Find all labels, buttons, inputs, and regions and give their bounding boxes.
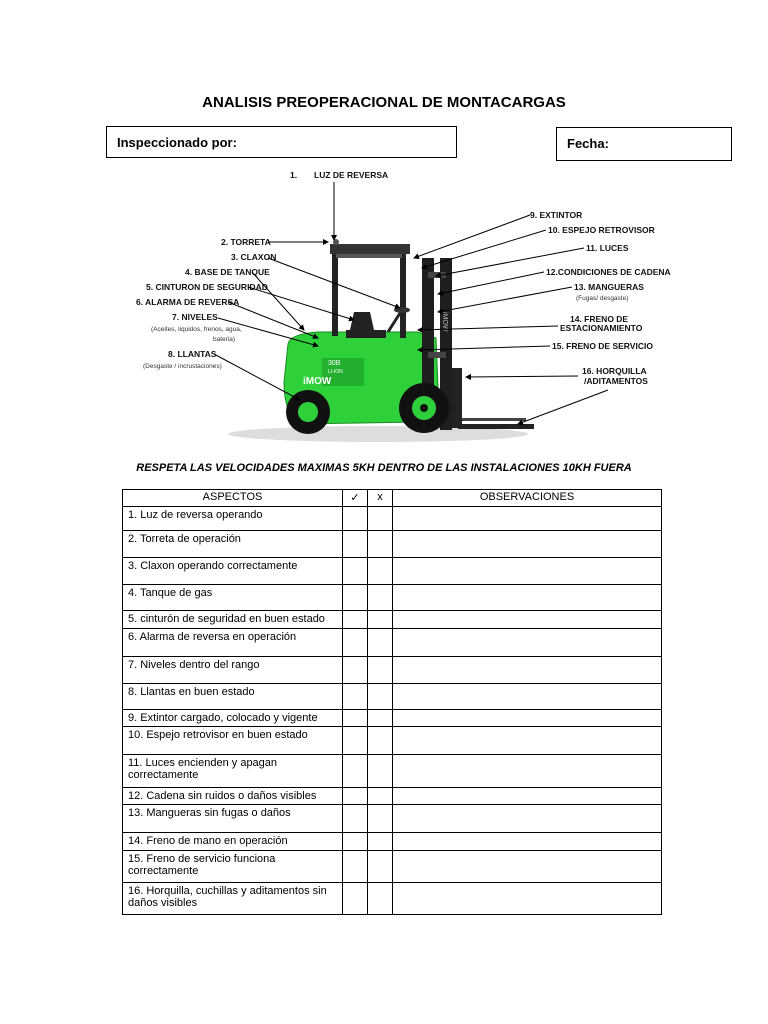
table-row	[123, 727, 662, 755]
date-label: Fecha:	[567, 136, 609, 151]
label-5: 5. CINTURON DE SEGURIDAD	[146, 282, 268, 292]
header-check: ✓	[343, 490, 368, 507]
table-row	[123, 883, 662, 915]
observation-cell[interactable]	[393, 851, 662, 883]
x-cell[interactable]	[368, 805, 393, 833]
aspect-cell: 14. Freno de mano en operación	[123, 833, 343, 851]
check-cell[interactable]	[343, 805, 368, 833]
label-13: 13. MANGUERAS	[574, 282, 644, 292]
forklift-diagram	[118, 162, 671, 452]
label-9: 9. EXTINTOR	[530, 210, 583, 220]
check-cell[interactable]	[343, 657, 368, 684]
label-16-line-1: 16. HORQUILLA	[582, 366, 647, 376]
observation-cell[interactable]	[393, 507, 662, 531]
table-row	[123, 558, 662, 585]
check-cell[interactable]	[343, 755, 368, 788]
brand-label: iMOW	[303, 376, 332, 387]
x-cell[interactable]	[368, 629, 393, 657]
header-x: x	[368, 490, 393, 507]
check-cell[interactable]	[343, 851, 368, 883]
aspect-cell: 13. Mangueras sin fugas o daños	[123, 805, 343, 833]
label-2: 2. TORRETA	[221, 237, 271, 247]
svg-text:iMOW: iMOW	[441, 312, 448, 332]
aspect-cell: 11. Luces encienden y apagan correctamente	[123, 755, 343, 788]
observation-cell[interactable]	[393, 805, 662, 833]
table-row	[123, 585, 662, 611]
label-10: 10. ESPEJO RETROVISOR	[548, 225, 655, 235]
label-1: LUZ DE REVERSA	[314, 170, 389, 180]
label-14-line-2: ESTACIONAMIENTO	[560, 323, 643, 333]
model-label: 30B	[328, 360, 341, 367]
observation-cell[interactable]	[393, 531, 662, 558]
table-header-row	[123, 490, 662, 507]
inspection-checklist	[122, 489, 662, 915]
label-12: 12.CONDICIONES DE CADENA	[546, 267, 671, 277]
date-field[interactable]	[556, 127, 732, 161]
check-cell[interactable]	[343, 788, 368, 805]
check-cell[interactable]	[343, 507, 368, 531]
aspect-cell: 6. Alarma de reversa en operación	[123, 629, 343, 657]
table-row	[123, 611, 662, 629]
label-4: 4. BASE DE TANQUE	[185, 267, 270, 277]
label-1-number: 1.	[290, 170, 298, 180]
observation-cell[interactable]	[393, 883, 662, 915]
x-cell[interactable]	[368, 755, 393, 788]
table-row	[123, 531, 662, 558]
inspector-field[interactable]	[106, 126, 457, 158]
observation-cell[interactable]	[393, 629, 662, 657]
x-cell[interactable]	[368, 851, 393, 883]
table-row	[123, 851, 662, 883]
aspect-cell: 1. Luz de reversa operando	[123, 507, 343, 531]
x-cell[interactable]	[368, 684, 393, 710]
label-7-sub-2: bateria)	[213, 336, 236, 343]
x-cell[interactable]	[368, 657, 393, 684]
observation-cell[interactable]	[393, 710, 662, 727]
label-8: 8. LLANTAS	[168, 349, 217, 359]
observation-cell[interactable]	[393, 727, 662, 755]
observation-cell[interactable]	[393, 611, 662, 629]
label-7: 7. NIVELES	[172, 312, 218, 322]
check-cell[interactable]	[343, 684, 368, 710]
aspect-cell: 4. Tanque de gas	[123, 585, 343, 611]
label-7-sub-1: (Aceites, liquidos, frenos, agua,	[151, 326, 242, 333]
label-14-line-1: 14. FRENO DE	[570, 314, 629, 324]
x-cell[interactable]	[368, 531, 393, 558]
label-6: 6. ALARMA DE REVERSA	[136, 297, 240, 307]
x-cell[interactable]	[368, 710, 393, 727]
check-cell[interactable]	[343, 833, 368, 851]
table-row	[123, 833, 662, 851]
aspect-cell: 16. Horquilla, cuchillas y aditamentos sin daños visibles	[123, 883, 343, 915]
aspect-cell: 9. Extintor cargado, colocado y vigente	[123, 710, 343, 727]
header-aspects: ASPECTOS	[123, 490, 343, 507]
table-row	[123, 629, 662, 657]
label-15: 15. FRENO DE SERVICIO	[552, 341, 653, 351]
x-cell[interactable]	[368, 611, 393, 629]
aspect-cell: 5. cinturón de seguridad en buen estado	[123, 611, 343, 629]
document-title: ANALISIS PREOPERACIONAL DE MONTACARGAS	[202, 94, 566, 111]
observation-cell[interactable]	[393, 788, 662, 805]
forklift-illustration	[228, 239, 534, 442]
check-cell[interactable]	[343, 883, 368, 915]
aspect-cell: 3. Claxon operando correctamente	[123, 558, 343, 585]
observation-cell[interactable]	[393, 585, 662, 611]
observation-cell[interactable]	[393, 657, 662, 684]
check-cell[interactable]	[343, 558, 368, 585]
table-row	[123, 657, 662, 684]
table-row	[123, 507, 662, 531]
x-cell[interactable]	[368, 788, 393, 805]
x-cell[interactable]	[368, 727, 393, 755]
model-sub-label: LI-ION	[328, 369, 343, 375]
x-cell[interactable]	[368, 883, 393, 915]
observation-cell[interactable]	[393, 558, 662, 585]
x-cell[interactable]	[368, 507, 393, 531]
aspect-cell: 8. Llantas en buen estado	[123, 684, 343, 710]
aspect-cell: 15. Freno de servicio funciona correctamente	[123, 851, 343, 883]
aspect-cell: 12. Cadena sin ruidos o daños visibles	[123, 788, 343, 805]
table-row	[123, 755, 662, 788]
inspector-label: Inspeccionado por:	[117, 135, 237, 150]
speed-limit-note: RESPETA LAS VELOCIDADES MAXIMAS 5KH DENTRO DE LAS INSTALACIONES 10KH FUERA	[136, 462, 632, 474]
label-13-sub: (Fugas/ desgaste)	[576, 295, 629, 302]
observation-cell[interactable]	[393, 684, 662, 710]
table-row	[123, 684, 662, 710]
x-cell[interactable]	[368, 833, 393, 851]
check-cell[interactable]	[343, 629, 368, 657]
label-3: 3. CLAXON	[231, 252, 277, 262]
header-observations: OBSERVACIONES	[393, 490, 662, 507]
observation-cell[interactable]	[393, 755, 662, 788]
label-16-line-2: /ADITAMENTOS	[584, 376, 648, 386]
table-row	[123, 805, 662, 833]
observation-cell[interactable]	[393, 833, 662, 851]
check-cell[interactable]	[343, 585, 368, 611]
table-row	[123, 788, 662, 805]
table-row	[123, 710, 662, 727]
aspect-cell: 2. Torreta de operación	[123, 531, 343, 558]
check-cell[interactable]	[343, 710, 368, 727]
aspect-cell: 10. Espejo retrovisor en buen estado	[123, 727, 343, 755]
label-11: 11. LUCES	[586, 243, 629, 253]
check-cell[interactable]	[343, 531, 368, 558]
label-8-sub: (Desgaste / incrustaciones)	[143, 363, 222, 370]
aspect-cell: 7. Niveles dentro del rango	[123, 657, 343, 684]
check-cell[interactable]	[343, 611, 368, 629]
x-cell[interactable]	[368, 585, 393, 611]
check-cell[interactable]	[343, 727, 368, 755]
checklist-body	[123, 507, 662, 915]
x-cell[interactable]	[368, 558, 393, 585]
